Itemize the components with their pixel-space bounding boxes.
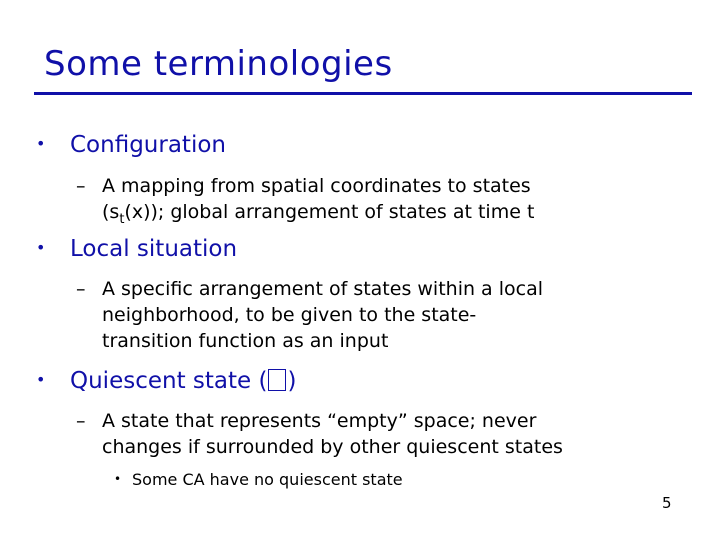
bullet-dot: • bbox=[36, 370, 46, 389]
bullet-heading: Local situation bbox=[70, 236, 238, 262]
sub-line: changes if surrounded by other quiescent states bbox=[102, 436, 563, 458]
sub-line: transition function as an input bbox=[102, 330, 389, 352]
sub-configuration bbox=[76, 173, 676, 233]
dash: – bbox=[76, 175, 86, 197]
bullet-heading: Configuration bbox=[70, 132, 226, 158]
bullet-local-situation bbox=[36, 236, 237, 262]
sub-line: A mapping from spatial coordinates to states bbox=[102, 175, 531, 197]
sub-line bbox=[102, 199, 676, 233]
formula-open: (s bbox=[102, 201, 120, 223]
page-number: 5 bbox=[662, 494, 672, 512]
dash: – bbox=[76, 410, 86, 432]
slide-title: Some terminologies bbox=[44, 44, 393, 84]
sub-line-rest: ; global arrangement of states at time t bbox=[157, 201, 535, 223]
bullet-heading: Quiescent state ( bbox=[70, 368, 268, 394]
formula-close: (x)) bbox=[124, 201, 158, 223]
sub-line: A state that represents “empty” space; never bbox=[102, 410, 537, 432]
bullet-dot: • bbox=[36, 134, 46, 153]
bullet-heading-close: ) bbox=[287, 368, 297, 394]
bullet-dot: • bbox=[114, 472, 122, 486]
subsub-text: Some CA have no quiescent state bbox=[132, 470, 403, 489]
sub-line: neighborhood, to be given to the state- bbox=[102, 304, 477, 326]
sub-line: A specific arrangement of states within a local bbox=[102, 278, 544, 300]
dash: – bbox=[76, 278, 86, 300]
formula-subscript: t bbox=[119, 211, 125, 227]
bullet-configuration bbox=[36, 132, 226, 158]
bullet-dot: • bbox=[36, 238, 46, 257]
quiescent-symbol-box bbox=[268, 369, 286, 391]
sub-local-situation bbox=[76, 276, 676, 354]
bullet-quiescent-state bbox=[36, 368, 296, 394]
title-underline bbox=[34, 92, 692, 95]
sub-quiescent-state bbox=[76, 408, 686, 460]
subsub-quiescent-note bbox=[114, 470, 403, 489]
